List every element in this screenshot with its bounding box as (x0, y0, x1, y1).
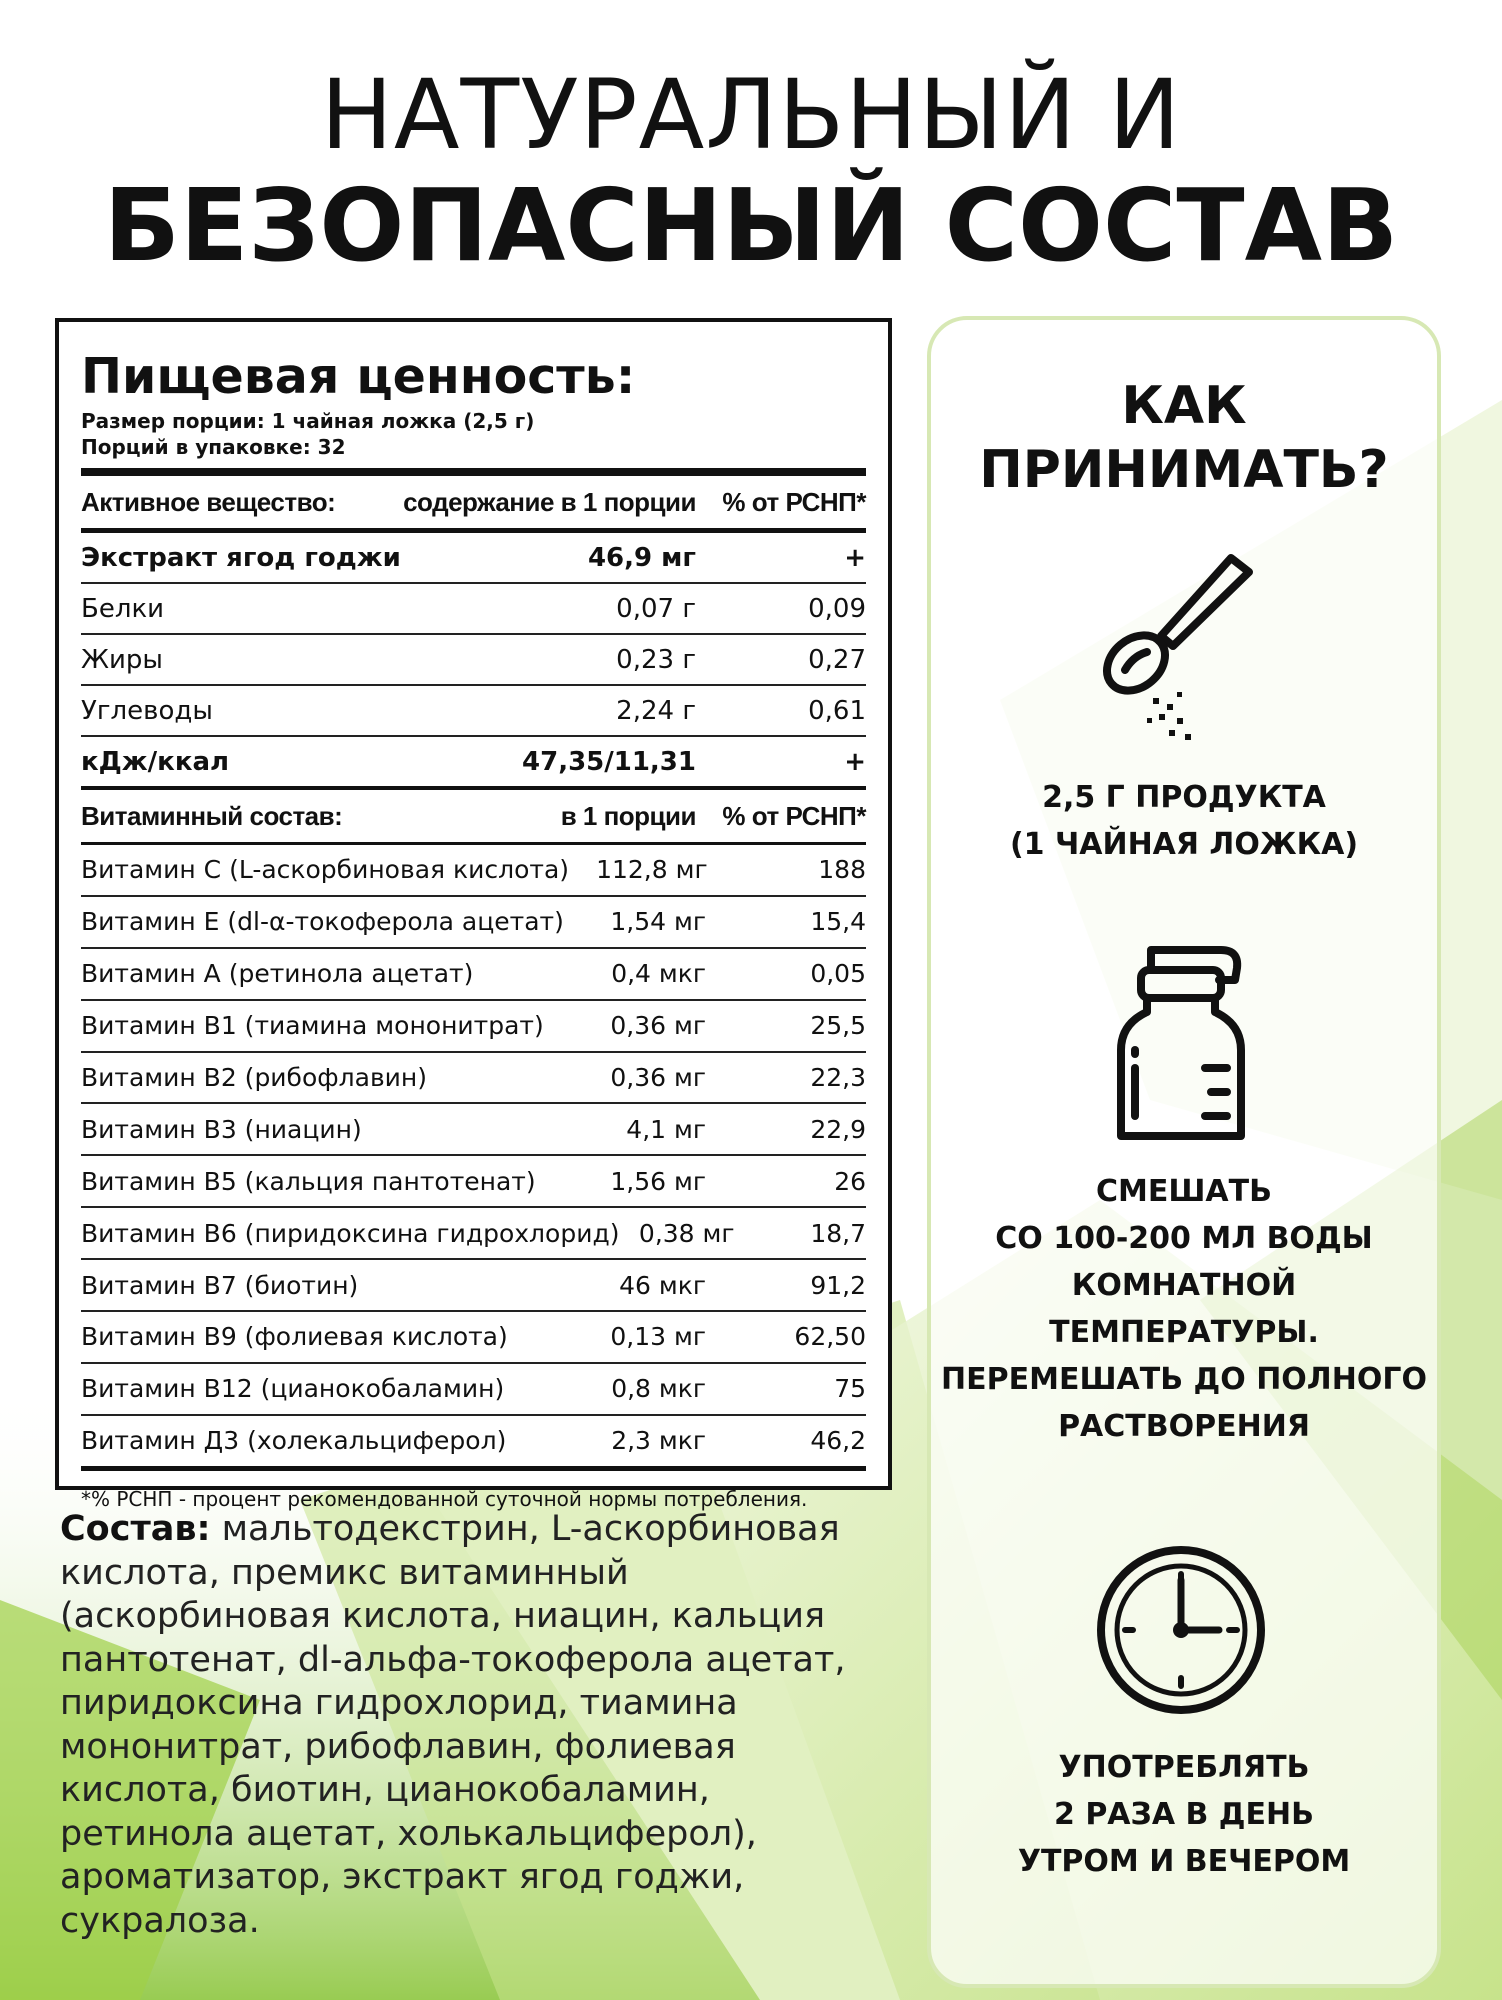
row-percent: 0,27 (808, 644, 866, 675)
vitamin-name: Витамин С (L-аскорбиновая кислота) (81, 855, 570, 885)
vitamin-percent: 22,9 (810, 1114, 866, 1144)
row-name: Экстракт ягод годжи (81, 542, 401, 573)
table-row (81, 1364, 866, 1416)
row-name: кДж/ккал (81, 746, 230, 777)
step2-line: КОМНАТНОЙ (1071, 1268, 1297, 1303)
vitamin-percent: 46,2 (810, 1426, 866, 1456)
table-row (81, 737, 866, 790)
vitamin-name: Витамин В7 (биотин) (81, 1270, 359, 1300)
vitamin-name: Витамин В9 (фолиевая кислота) (81, 1322, 508, 1352)
nutrition-title: Пищевая ценность: (81, 348, 636, 405)
heading-line-2: БЕЗОПАСНЫЙ СОСТАВ (103, 167, 1399, 284)
vitamin-amount: 0,8 мкг (611, 1374, 706, 1404)
row-percent: 0,61 (808, 695, 866, 726)
row-percent: + (844, 542, 866, 573)
vitamin-name: Витамин В12 (цианокобаламин) (81, 1374, 505, 1404)
vitamin-name: Витамин В2 (рибофлавин) (81, 1063, 428, 1092)
vitamin-amount: 0,36 мг (610, 1011, 706, 1041)
vitamin-amount: 112,8 мг (596, 855, 708, 885)
shaker-bottle-icon (1111, 940, 1251, 1150)
composition-text: мальтодекстрин, L-аскорбиновая кислота, премикс витаминный (аскорбиновая кислота, ниацин, кальция пантотенат, dl-альфа-токоферола ацетат, пиридоксина гидрохлорид, тиамина мононитрат, рибофлавин, фолиевая кислота, биотин, цианокобаламин, ретинола ацетат, холькальциферол), ароматизатор, экстракт ягод годжи, сукралоза. (60, 1509, 846, 1941)
vitamin-header-substance: Витаминный состав: (81, 800, 343, 831)
composition-label: Состав: (60, 1509, 211, 1549)
table-row (81, 533, 866, 584)
footnote: *% РСНП - процент рекомендованной суточной нормы потребления. (81, 1486, 808, 1511)
row-amount: 46,9 мг (587, 542, 696, 573)
vitamin-percent: 22,3 (810, 1063, 866, 1092)
step2-line: СМЕШАТЬ (1096, 1174, 1272, 1209)
step1-line: (1 ЧАЙНАЯ ЛОЖКА) (1009, 827, 1359, 862)
step2-text (931, 1168, 1437, 1450)
step3-line: УТРОМ И ВЕЧЕРОМ (1017, 1844, 1351, 1879)
vitamin-name: Витамин А (ретинола ацетат) (81, 959, 474, 989)
vitamin-percent: 0,05 (810, 959, 866, 989)
vitamin-percent: 25,5 (810, 1011, 866, 1041)
vitamin-header-amount: в 1 порции (560, 800, 696, 831)
active-header-percent: % от РСНП* (722, 486, 866, 517)
step1-text (931, 774, 1437, 868)
row-name: Углеводы (81, 695, 213, 726)
table-row (81, 1001, 866, 1053)
vitamin-amount: 0,4 мкг (611, 959, 706, 989)
active-header-substance: Активное вещество: (81, 486, 336, 517)
row-amount: 0,23 г (616, 644, 696, 675)
composition (60, 1508, 860, 1943)
vitamin-amount: 2,3 мкг (611, 1426, 706, 1456)
vitamin-name: Витамин В5 (кальция пантотенат) (81, 1166, 536, 1196)
divider (81, 468, 866, 476)
vitamin-amount: 0,13 мг (610, 1322, 706, 1352)
table-row (81, 584, 866, 635)
vitamin-header-percent: % от РСНП* (722, 800, 866, 831)
table-row (81, 686, 866, 737)
vitamin-percent: 26 (834, 1166, 866, 1196)
active-header-amount: содержание в 1 порции (403, 486, 696, 517)
serving-size: Размер порции: 1 чайная ложка (2,5 г) (81, 409, 535, 433)
step3-line: 2 РАЗА В ДЕНЬ (1054, 1797, 1314, 1832)
step2-line: СО 100-200 МЛ ВОДЫ (995, 1221, 1373, 1256)
active-header-row (81, 476, 866, 533)
table-row (81, 635, 866, 686)
table-row (81, 1416, 866, 1471)
table-row (81, 897, 866, 949)
row-amount: 47,35/11,31 (522, 746, 696, 777)
vitamin-name: Витамин В1 (тиамина мононитрат) (81, 1011, 544, 1041)
table-row (81, 845, 866, 897)
vitamin-list (81, 845, 866, 1471)
how-to-title (931, 374, 1437, 502)
heading-line-1: НАТУРАЛЬНЫЙ И (320, 59, 1182, 171)
vitamin-amount: 0,38 мг (638, 1218, 735, 1248)
nutrition-panel (55, 318, 892, 1511)
vitamin-name: Витамин Е (dl-α-токоферола ацетат) (81, 907, 564, 937)
vitamin-percent: 75 (834, 1374, 866, 1404)
how-to-title-line-1: КАК (1121, 376, 1247, 436)
step1-line: 2,5 Г ПРОДУКТА (1042, 780, 1326, 815)
table-row (81, 1208, 866, 1260)
servings-per-pack: Порций в упаковке: 32 (81, 435, 346, 459)
table-row (81, 1104, 866, 1156)
vitamin-amount: 1,56 мг (610, 1166, 706, 1196)
vitamin-percent: 188 (818, 855, 866, 885)
row-amount: 0,07 г (616, 593, 696, 624)
row-name: Жиры (81, 644, 163, 675)
table-row (81, 1156, 866, 1208)
table-row (81, 1312, 866, 1364)
vitamin-percent: 15,4 (810, 907, 866, 937)
how-to-title-line-2: ПРИНИМАТЬ? (979, 440, 1389, 500)
table-row (81, 949, 866, 1001)
vitamin-amount: 0,36 мг (610, 1063, 706, 1092)
step3-line: УПОТРЕБЛЯТЬ (1058, 1750, 1310, 1785)
how-to-panel (927, 316, 1441, 1988)
step2-line: ТЕМПЕРАТУРЫ. (1049, 1315, 1319, 1350)
clock-icon (1091, 1540, 1271, 1720)
step2-line: РАСТВОРЕНИЯ (1058, 1409, 1310, 1444)
vitamin-name: Витамин В3 (ниацин) (81, 1114, 362, 1144)
row-percent: 0,09 (808, 593, 866, 624)
row-percent: + (844, 746, 866, 777)
step2-line: ПЕРЕМЕШАТЬ ДО ПОЛНОГО (941, 1362, 1427, 1397)
vitamin-percent: 91,2 (810, 1270, 866, 1300)
vitamin-amount: 1,54 мг (610, 907, 706, 937)
table-row (81, 1053, 866, 1105)
vitamin-name: Витамин Д3 (холекальциферол) (81, 1426, 507, 1456)
vitamin-amount: 46 мкг (619, 1270, 706, 1300)
vitamin-header-row (81, 790, 866, 845)
vitamin-percent: 18,7 (810, 1218, 866, 1248)
row-amount: 2,24 г (616, 695, 696, 726)
row-name: Белки (81, 593, 165, 624)
vitamin-name: Витамин В6 (пиридоксина гидрохлорид) (81, 1218, 620, 1248)
step3-text (931, 1744, 1437, 1885)
table-row (81, 1260, 866, 1312)
vitamin-percent: 62,50 (794, 1322, 866, 1352)
spoon-icon (1081, 548, 1281, 748)
vitamin-amount: 4,1 мг (626, 1114, 706, 1144)
